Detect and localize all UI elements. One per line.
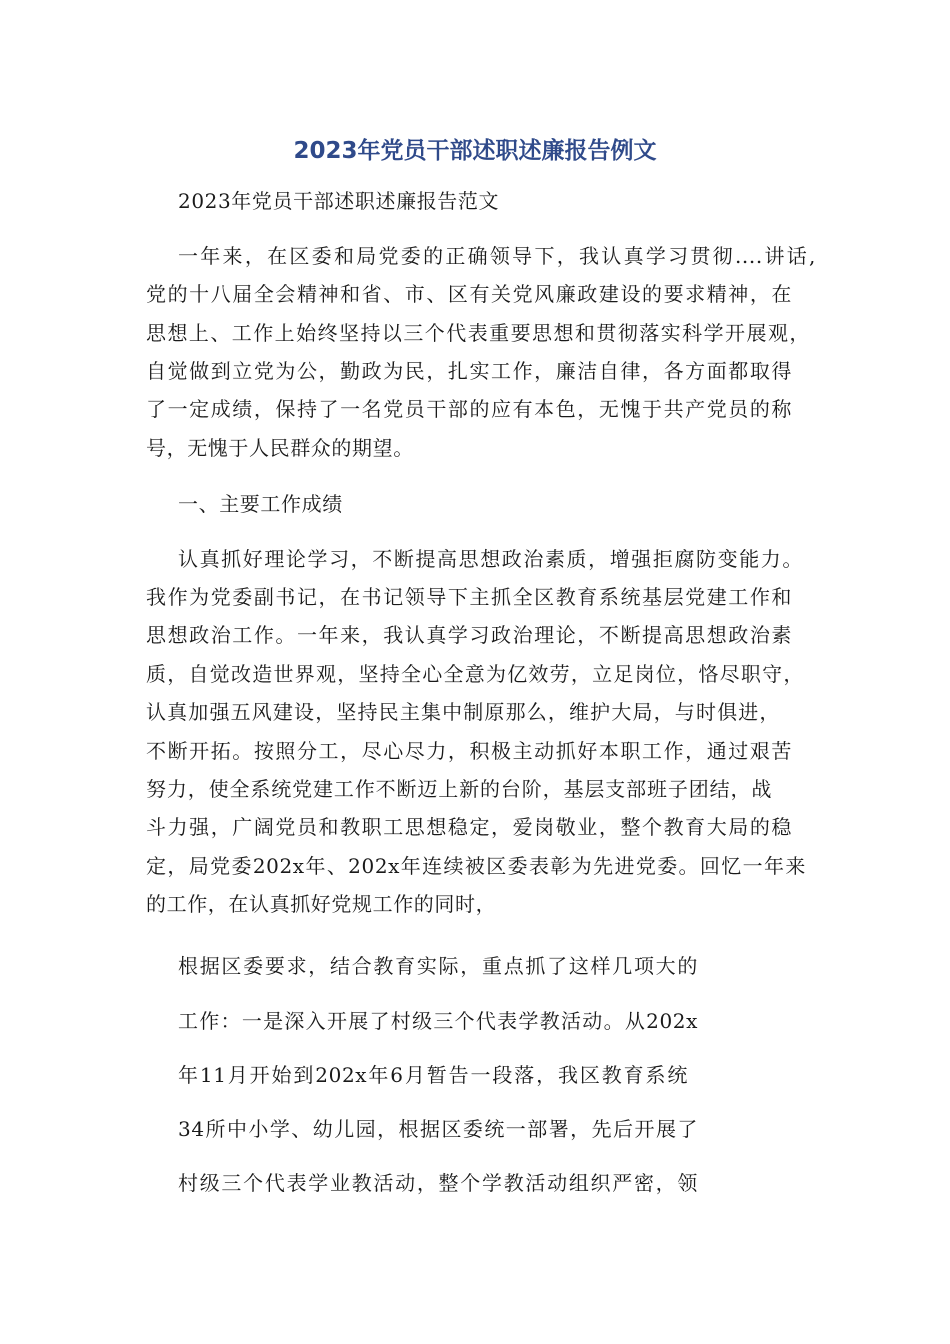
paragraph-line: 村级三个代表学业教活动，整个学教活动组织严密，领 (178, 1171, 698, 1195)
paragraph-line: 思想政治工作。一年来，我认真学习政治理论，不断提高思想政治素 (146, 623, 792, 647)
paragraph-line: 了一定成绩，保持了一名党员干部的应有本色，无愧于共产党员的称 (146, 397, 792, 421)
paragraph-line: 年11月开始到202x年6月暂告一段落，我区教育系统 (178, 1063, 688, 1087)
paragraph-line: 认真抓好理论学习，不断提高思想政治素质，增强拒腐防变能力。 (178, 547, 803, 571)
paragraph-line: 工作：一是深入开展了村级三个代表学教活动。从202x (178, 1009, 698, 1033)
paragraph-line: 定，局党委202x年、202x年连续被区委表彰为先进党委。回忆一年来 (146, 854, 806, 878)
paragraph-line: 质，自觉改造世界观，坚持全心全意为亿效劳，立足岗位，恪尽职守， (146, 662, 804, 686)
section-heading: 一、主要工作成绩 (178, 492, 343, 516)
paragraph-line: 认真加强五风建设，坚持民主集中制原那么，维护大局，与时俱进， (146, 700, 780, 724)
paragraph-line: 34所中小学、幼儿园，根据区委统一部署，先后开展了 (178, 1117, 698, 1141)
paragraph-line: 斗力强，广阔党员和教职工思想稳定，爱岗敬业，整个教育大局的稳 (146, 815, 792, 839)
paragraph-line: 不断开拓。按照分工，尽心尽力，积极主动抓好本职工作，通过艰苦 (146, 739, 792, 763)
document-subtitle: 2023年党员干部述职述廉报告范文 (178, 189, 500, 213)
document-title: 2023年党员干部述职述廉报告例文 (293, 138, 657, 164)
paragraph-line: 努力，使全系统党建工作不断迈上新的台阶，基层支部班子团结，战 (146, 777, 772, 801)
paragraph-line: 的工作，在认真抓好党规工作的同时， (146, 892, 497, 916)
paragraph-line: 思想上、工作上始终坚持以三个代表重要思想和贯彻落实科学开展观， (146, 321, 810, 345)
paragraph-line: 自觉做到立党为公，勤政为民，扎实工作，廉洁自律，各方面都取得 (146, 359, 792, 383)
paragraph-line: 号，无愧于人民群众的期望。 (146, 436, 414, 460)
paragraph-line: 一年来，在区委和局党委的正确领导下，我认真学习贯彻....讲话, (178, 244, 816, 268)
paragraph-line: 根据区委要求，结合教育实际，重点抓了这样几项大的 (178, 954, 698, 978)
paragraph-line: 党的十八届全会精神和省、市、区有关党风廉政建设的要求精神，在 (146, 282, 792, 306)
paragraph-line: 我作为党委副书记，在书记领导下主抓全区教育系统基层党建工作和 (146, 585, 792, 609)
